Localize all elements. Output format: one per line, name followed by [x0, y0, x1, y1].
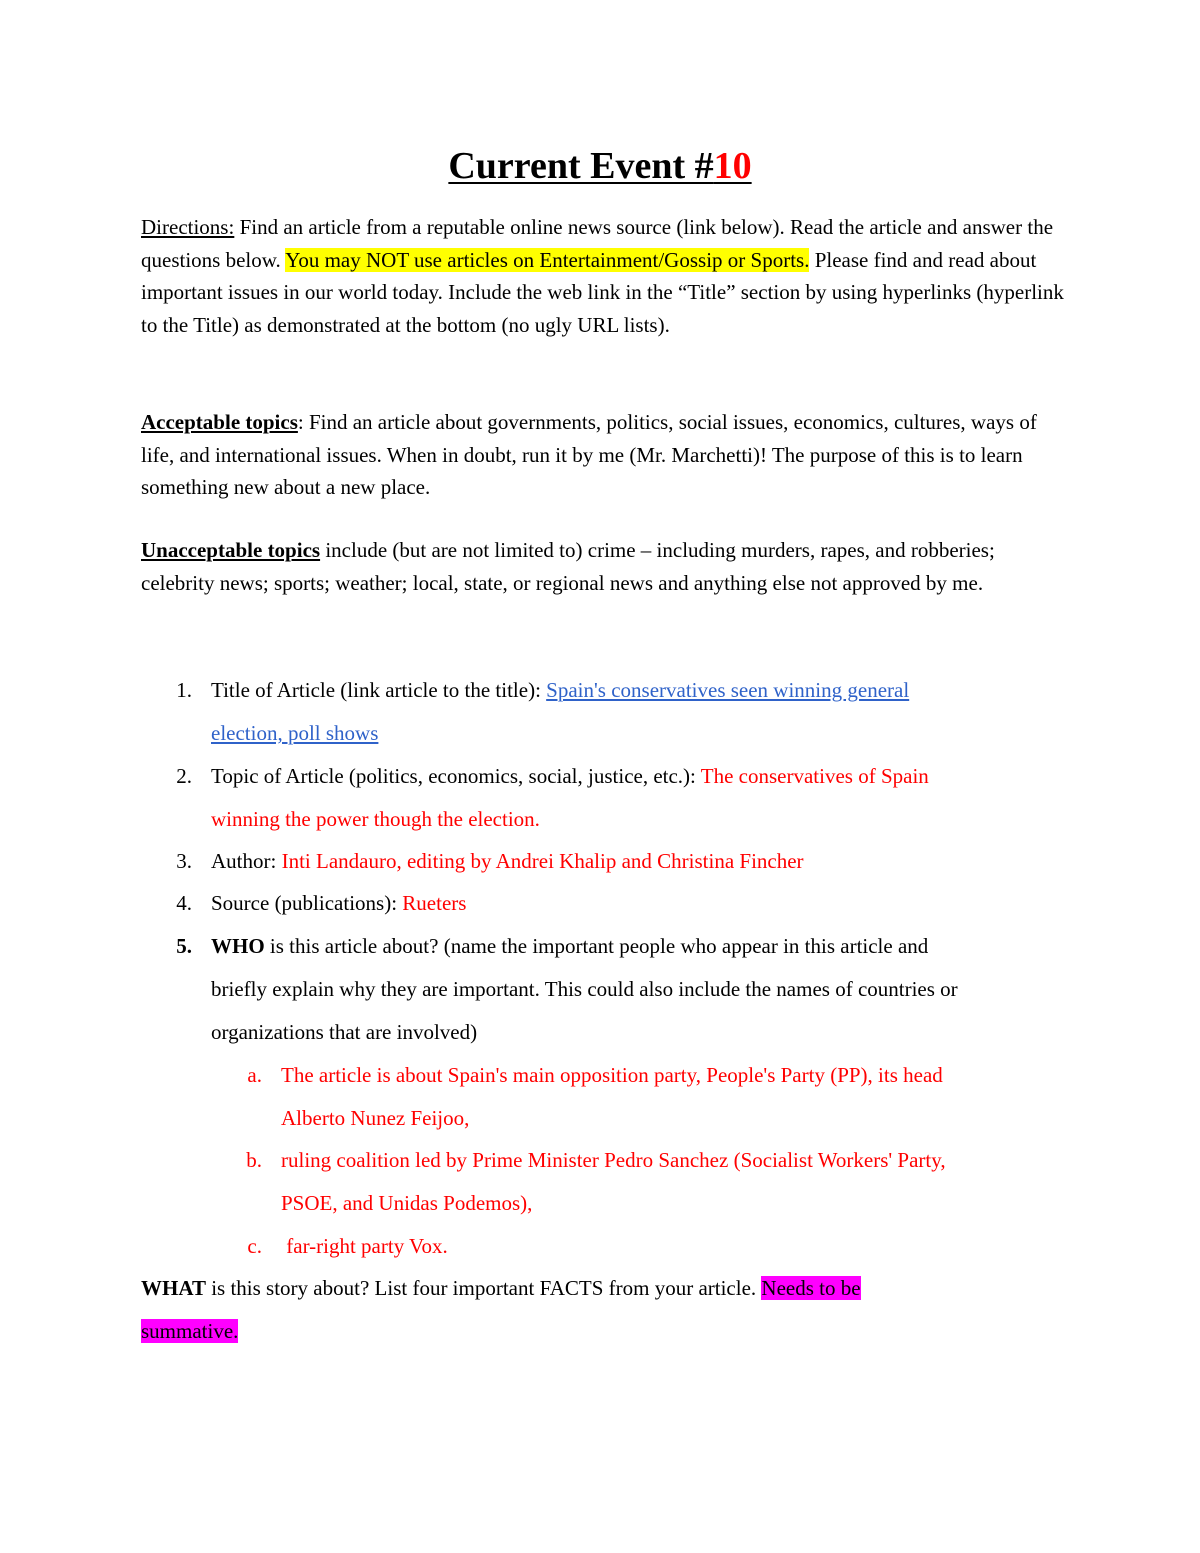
what-line-2 — [141, 1316, 238, 1346]
article-title-link-continued[interactable]: election, poll shows — [211, 721, 379, 745]
question-3-marker: 3. — [176, 849, 192, 873]
article-title-link[interactable]: Spain's conservatives seen winning general — [546, 678, 910, 702]
directions-text-2: Please find and read about important issues in our world today. Include the web link in the “Title” section by using hyperlinks (hyperlink to the Title) as demonstrated at the bottom (no ugly URL lists). — [141, 247, 1064, 337]
sub-c-line-1: far-right party Vox. — [281, 1234, 448, 1258]
question-3-label: Author: — [211, 849, 282, 873]
question-4-label: Source (publications): — [211, 891, 403, 915]
question-3-answer: Inti Landauro, editing by Andrei Khalip and Christina Fincher — [281, 849, 804, 873]
unacceptable-topics-text: include (but are not limited to) crime – including murders, rapes, and robberies; celebrity news; sports; weather; local, state, or regional news and anything else not approved by me. — [141, 538, 995, 595]
unacceptable-topics-label: Unacceptable topics — [141, 538, 321, 562]
acceptable-topics-paragraph — [141, 406, 1071, 504]
question-1-line-2 — [211, 718, 378, 748]
sub-b-line-2: PSOE, and Unidas Podemos), — [281, 1191, 533, 1215]
sub-b-marker: b. — [246, 1148, 262, 1172]
page-title — [0, 140, 1200, 192]
directions-paragraph — [141, 211, 1071, 341]
sub-a-marker: a. — [247, 1063, 262, 1087]
what-highlight-continued: summative. — [141, 1319, 239, 1343]
unacceptable-topics-paragraph — [141, 534, 1071, 599]
sub-a-line-1: The article is about Spain's main opposition party, People's Party (PP), its head — [281, 1063, 943, 1087]
question-1-line-1 — [211, 675, 909, 705]
what-line-1 — [141, 1273, 861, 1303]
question-5-marker: 5. — [176, 934, 192, 958]
question-2-marker: 2. — [176, 764, 192, 788]
question-5-label-2: briefly explain why they are important. This could also include the names of countries or — [211, 977, 958, 1001]
directions-label: Directions: — [141, 215, 235, 239]
question-4-answer: Rueters — [402, 891, 467, 915]
what-text: is this story about? List four important FACTS from your article. — [205, 1276, 762, 1300]
question-1-label: Title of Article (link article to the title): — [211, 678, 547, 702]
what-highlight: Needs to be — [761, 1276, 861, 1300]
directions-text-1: Find an article from a reputable online news source (link below). Read the article and answer the questions below. — [141, 215, 1054, 272]
title-number: 10 — [713, 145, 752, 187]
acceptable-topics-label: Acceptable topics — [141, 410, 298, 434]
directions-highlight: You may NOT use articles on Entertainment/Gossip or Sports. — [285, 247, 810, 272]
acceptable-topics-text: : Find an article about governments, politics, social issues, economics, cultures, ways of life, and international issues. When in doubt, run it by me (Mr. Marchetti)! The purpose of this is to learn something new about a new place. — [141, 410, 1037, 499]
question-3-line — [211, 846, 804, 876]
question-2-line-1 — [211, 761, 929, 791]
title-prefix: Current Event # — [448, 145, 714, 187]
question-4-marker: 4. — [176, 891, 192, 915]
question-2-answer: The conservatives of Spain — [700, 764, 929, 788]
sub-c-marker: c. — [247, 1234, 262, 1258]
question-5-label-1: is this article about? (name the important people who appear in this article and — [264, 934, 929, 958]
what-label: WHAT — [141, 1276, 206, 1300]
question-4-line — [211, 888, 466, 918]
question-5-line-1 — [211, 931, 928, 961]
question-5-label-bold: WHO — [211, 934, 265, 958]
question-1-marker: 1. — [176, 678, 192, 702]
question-2-label: Topic of Article (politics, economics, social, justice, etc.): — [211, 764, 701, 788]
question-5-label-3: organizations that are involved) — [211, 1020, 478, 1044]
sub-b-line-1: ruling coalition led by Prime Minister Pedro Sanchez (Socialist Workers' Party, — [281, 1148, 946, 1172]
sub-a-line-2: Alberto Nunez Feijoo, — [281, 1106, 470, 1130]
question-2-answer-continued: winning the power though the election. — [211, 807, 540, 831]
